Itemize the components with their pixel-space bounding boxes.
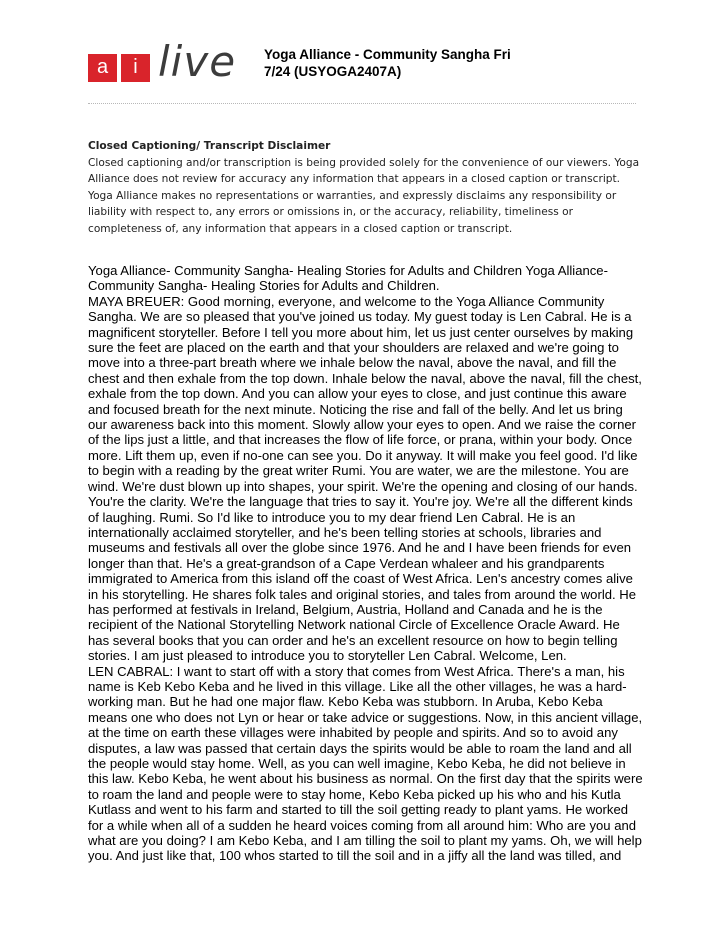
title-line-2: 7/24 (USYOGA2407A) [264, 64, 402, 79]
transcript-title: Yoga Alliance- Community Sangha- Healing Stories for Adults and Children Yoga Alliance- Community Sangha- Healing Stories for Adults and Children. [88, 263, 608, 294]
logo-word-live: live [158, 37, 237, 86]
document-title [264, 46, 564, 80]
header-divider [88, 103, 636, 104]
transcript-paragraph-maya: MAYA BREUER: Good morning, everyone, and welcome to the Yoga Alliance Community Sangha. We are so pleased that you've joined us today. My guest today is Len Cabral. He is a magnificent storyteller. Before I tell you more about him, let us just center ourselves by making sure the feet are placed on the earth and that your shoulders are relaxed and we're going to move into a three-part breath where we inhale below the naval, above the naval, and fill the chest and then exhale from the top down. Inhale below the naval, above the naval, fill the chest, exhale from the top down. And you can allow your eyes to close, and just continue this aware and focused breath for the next minute. Noticing the rise and fall of the belly. And let us bring our awareness back into this moment. Slowly allow your eyes to open. And we raise the corner of the lips just a little, and that increases the flow of life force, or prana, within your body. Once more. Lift them up, even if no-one can see you. Do it anyway. It will make you feel good. I'd like to begin with a reading by the great writer Rumi. You are water, we are the milestone. You are wind. We're dust blown up into shapes, your spirit. We're the opening and closing of our hands. You're the clarity. We're the language that tries to say it. You're joy. We're all the different kinds of laughing. Rumi. So I'd like to introduce you to my dear friend Len Cabral. He is an internationally acclaimed storyteller, and he's been telling stories at schools, libraries and museums and festivals all over the globe since 1976. And he and I have been friends for even longer than that. He's a great-grandson of a Cape Verdean whaleer and his grandparents immigrated to America from this island off the coast of West Africa. Len's ancestry comes alive in his storytelling. He shares folk tales and original stories, and tales from around the world. He has performed at festivals in Ireland, Belgium, Austria, Holland and Canada and he is the recipient of the National Storytelling Network national Circle of Excellence Oracle Award. He has several books that you can order and he's an excellent resource on how to begin telling stories. I am just pleased to introduce you to storyteller Len Cabral. Welcome, Len. [88, 293, 642, 664]
transcript-body [88, 263, 644, 864]
disclaimer-heading: Closed Captioning/ Transcript Disclaimer [88, 140, 331, 152]
title-line-1: Yoga Alliance - Community Sangha Fri [264, 47, 511, 62]
page-header [88, 37, 636, 94]
logo-letter-i: i [121, 54, 150, 82]
ai-live-logo [88, 37, 250, 92]
disclaimer-section [88, 138, 648, 237]
logo-letter-a: a [88, 54, 117, 82]
disclaimer-body: Closed captioning and/or transcription is being provided solely for the convenience of our viewers. Yoga Alliance does not review for accuracy any information that appears in a closed caption or transcript. Yoga Alliance makes no representations or warranties, and expressly disclaims any responsibility or liability with respect to, any errors or omissions in, or the accuracy, reliability, timeliness or completeness of, any information that appears in a closed caption or transcript. [88, 156, 640, 235]
transcript-paragraph-len: LEN CABRAL: I want to start off with a story that comes from West Africa. There's a man, his name is Keb Kebo Keba and he lived in this village. Like all the other villages, he was a hard-working man. But he had one major flaw. Kebo Keba was stubborn. In Aruba, Kebo Keba means one who does not Lyn or hear or take advice or suggestions. Now, in this ancient village, at the time on earth these villages were inhabited by people and spirits. And so to avoid any disputes, a law was passed that certain days the spirits would be able to roam the land and all the people would stay home. Well, as you can well imagine, Kebo Keba, he did not believe in this law. Kebo Keba, he went about his business as normal. On the first day that the spirits were to roam the land and people were to stay home, Kebo Keba picked up his who and his Kutla Kutlass and went to his farm and started to till the soil getting ready to plant yams. He worked for a while when all of a sudden he heard voices coming from all around him: Who are you and what are you doing? I am Kebo Keba, and I am tilling the soil to plant my yams. Oh, we will help you. And just like that, 100 whos started to till the soil and in a jiffy all the land was tilled, and [88, 663, 643, 864]
